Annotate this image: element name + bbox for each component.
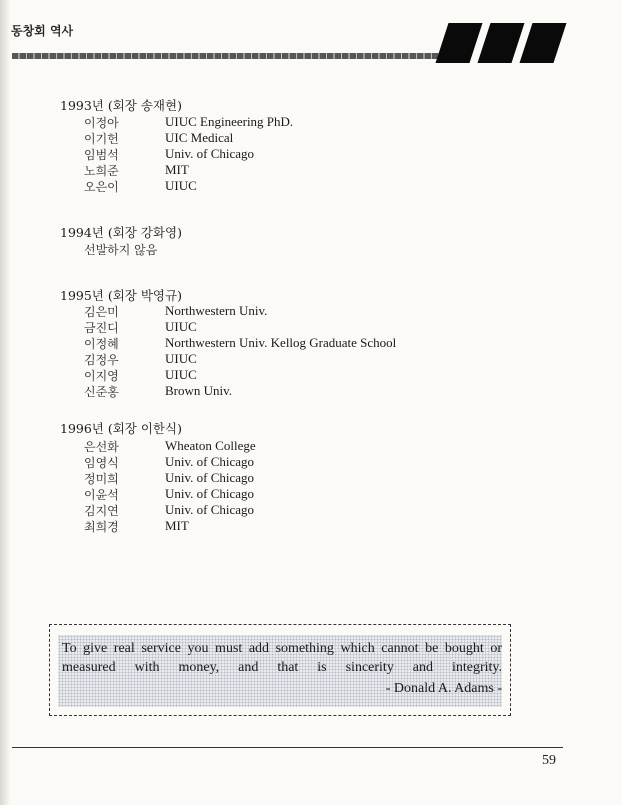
member-name: 은선화 (84, 440, 119, 454)
member-school: UIUC Engineering PhD. (165, 114, 294, 129)
chapter-tab (520, 23, 567, 63)
quote-box (49, 624, 511, 716)
chapter-tab (436, 23, 483, 63)
member-school: Northwestern Univ. Kellog Graduate School (165, 335, 397, 350)
member-name: 신준홍 (84, 385, 119, 399)
member-school: Univ. of Chicago (165, 454, 255, 469)
footer-rule (12, 747, 563, 748)
member-school: UIUC (165, 367, 197, 382)
quote-text: To give real service you must add something which cannot be bought or measured with money, and that is sincerity and integrity. (62, 641, 502, 675)
section-title: 동창회 역사 (11, 24, 74, 38)
year-heading: 1993년 (회장 송재현) (60, 98, 182, 113)
member-name: 이정아 (84, 116, 119, 130)
member-school: Univ. of Chicago (165, 486, 255, 501)
member-name: 정미희 (84, 472, 119, 486)
member-name: 김은미 (84, 305, 119, 319)
chapter-tab (478, 23, 525, 63)
member-name: 이윤석 (84, 488, 119, 502)
page-spine-shadow (0, 0, 10, 805)
member-school: Wheaton College (165, 438, 256, 453)
member-name: 이기헌 (84, 132, 119, 146)
member-name: 오은이 (84, 180, 119, 194)
member-name: 김정우 (84, 353, 119, 367)
member-school: UIC Medical (165, 130, 234, 145)
member-school: MIT (165, 518, 189, 533)
member-school: UIUC (165, 319, 197, 334)
member-school: Univ. of Chicago (165, 470, 255, 485)
member-school: Univ. of Chicago (165, 502, 255, 517)
year-heading: 1994년 (회장 강화영) (60, 225, 182, 240)
chapter-tabs (432, 23, 567, 63)
member-name: 임영식 (84, 456, 119, 470)
member-name: 임범석 (84, 148, 119, 162)
member-school: UIUC (165, 178, 197, 193)
quote-author: - Donald A. Adams - (385, 681, 502, 696)
member-name: 노희준 (84, 164, 119, 178)
year-heading: 1996년 (회장 이한식) (60, 421, 182, 436)
page-number: 59 (542, 753, 556, 768)
member-school: UIUC (165, 351, 197, 366)
member-name: 이정혜 (84, 337, 119, 351)
header-rule (12, 53, 442, 59)
member-name: 이지영 (84, 369, 119, 383)
year-note: 선발하지 않음 (84, 243, 158, 257)
member-name: 최희경 (84, 520, 119, 534)
member-name: 김지연 (84, 504, 119, 518)
year-heading: 1995년 (회장 박영규) (60, 288, 182, 303)
member-school: Univ. of Chicago (165, 146, 255, 161)
member-name: 금진디 (84, 321, 119, 335)
member-school: Northwestern Univ. (165, 303, 268, 318)
member-school: Brown Univ. (165, 383, 233, 398)
member-school: MIT (165, 162, 189, 177)
